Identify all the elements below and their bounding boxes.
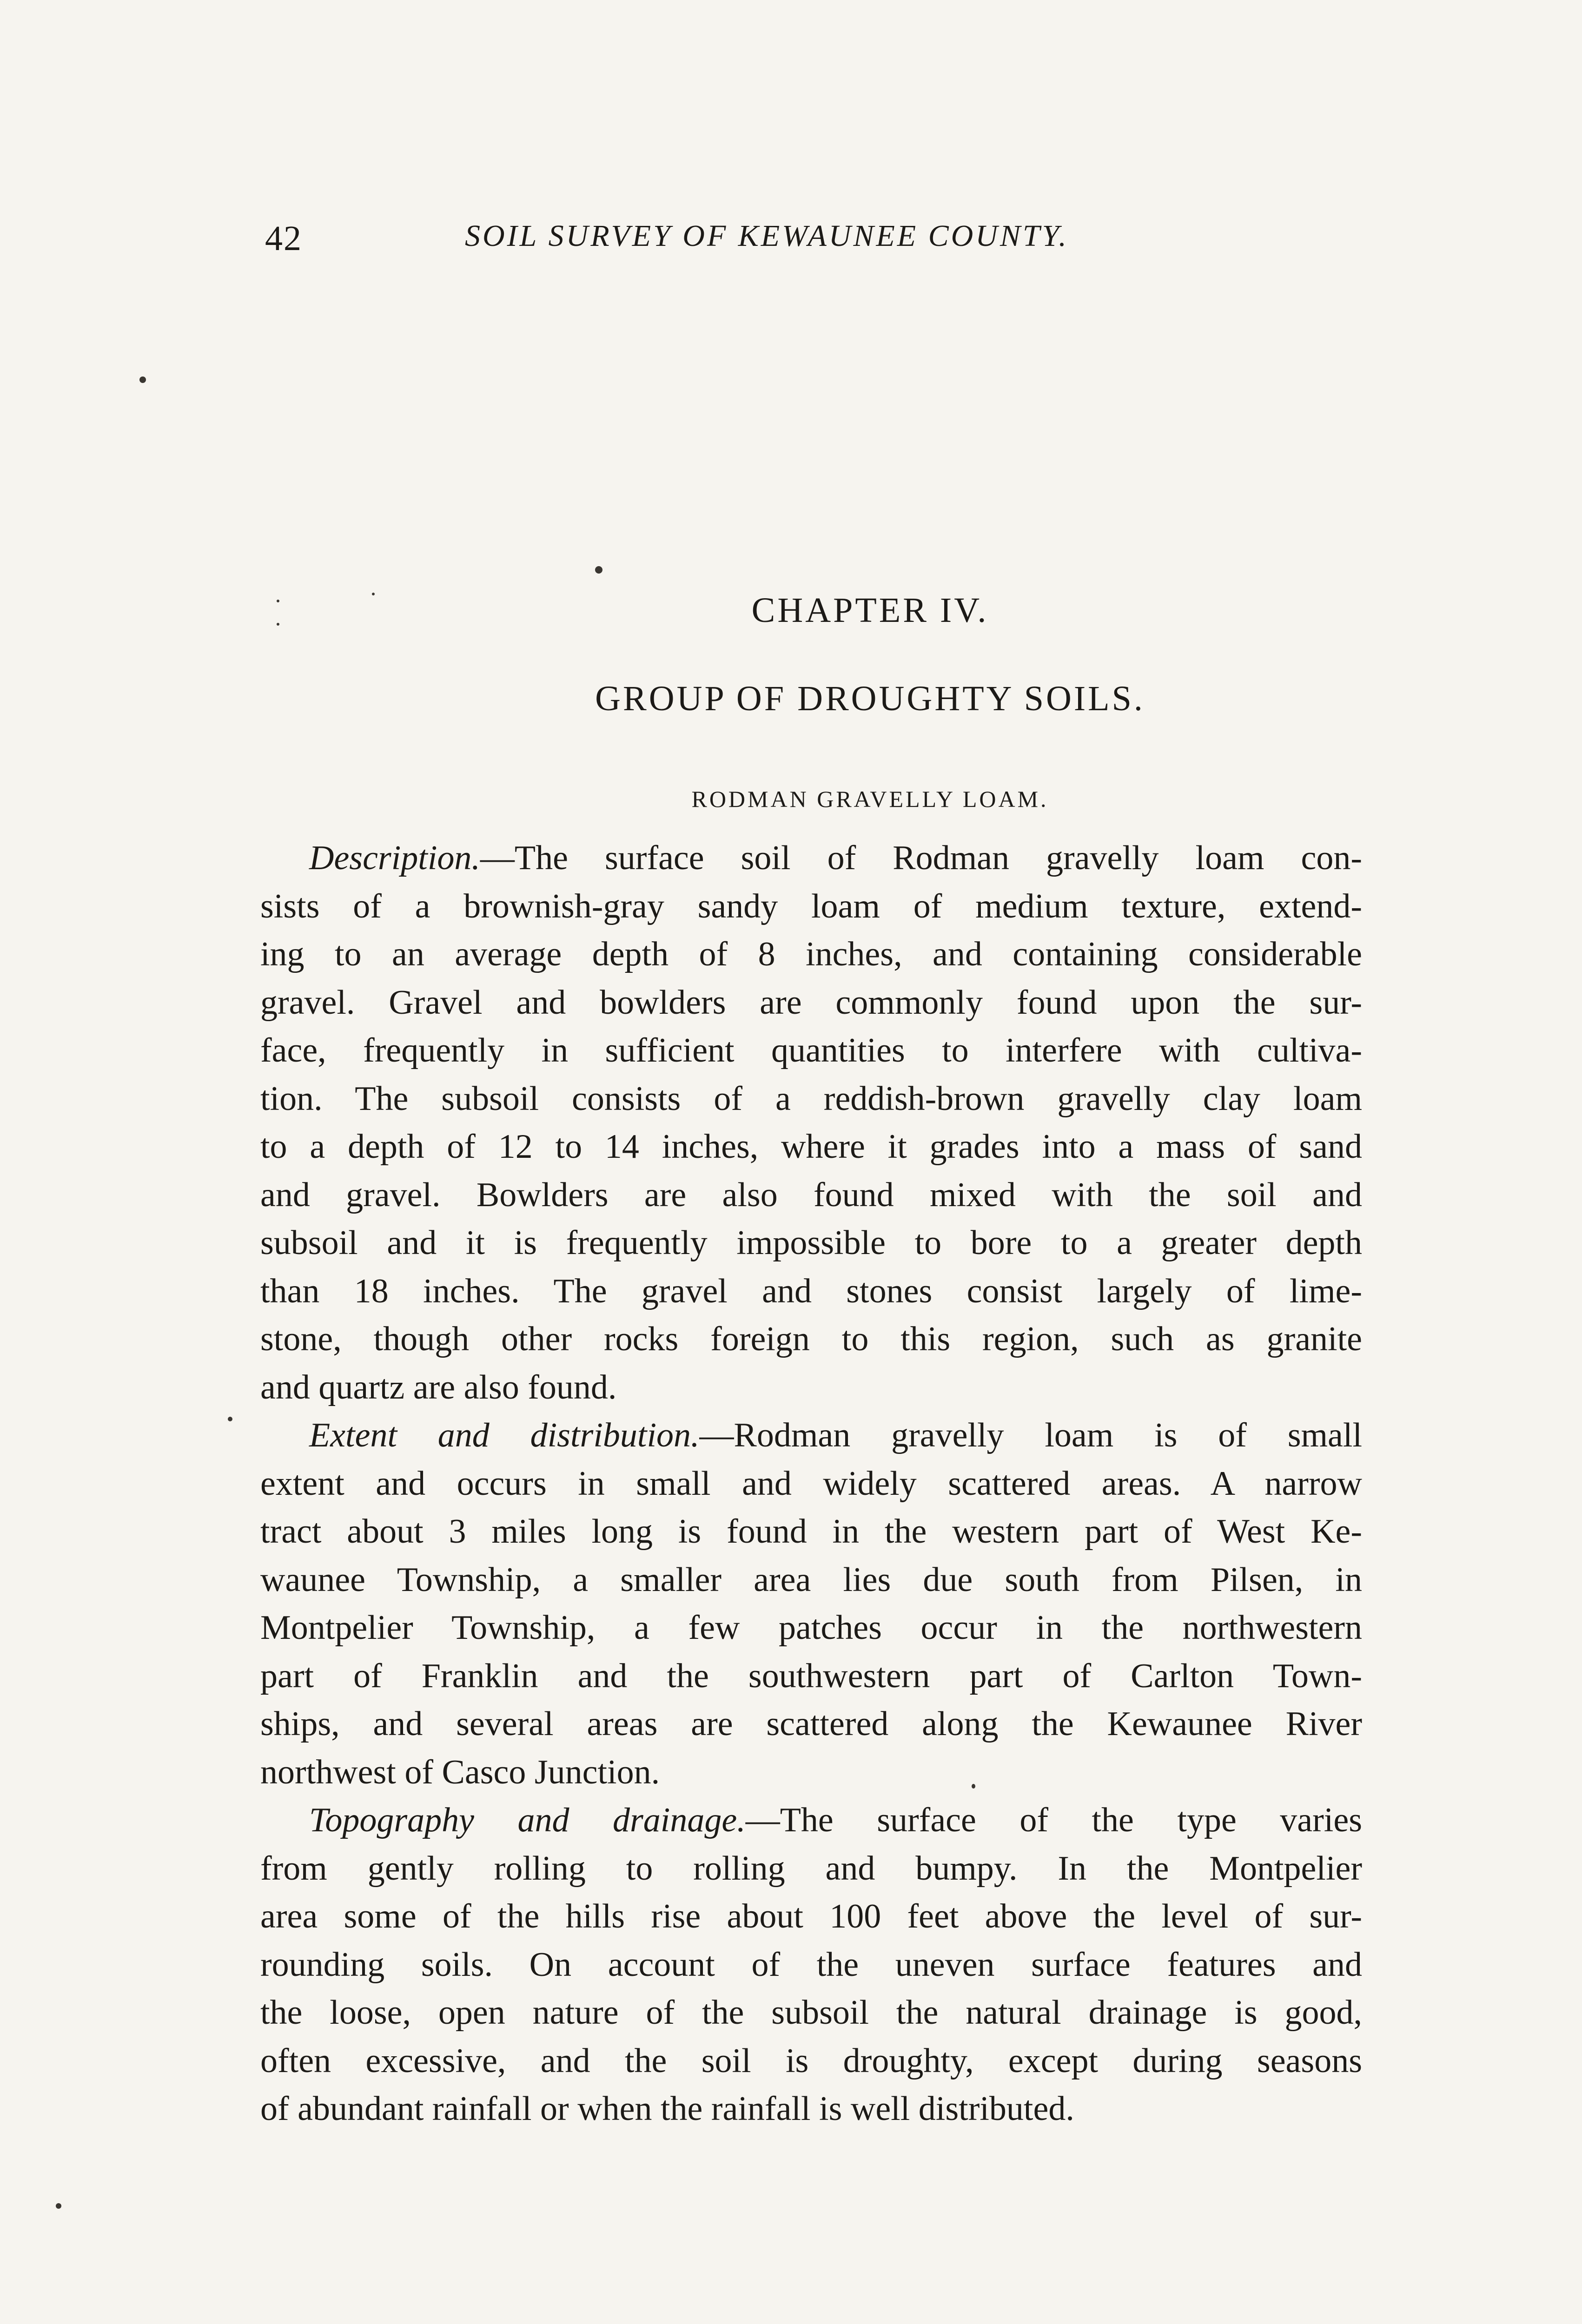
paragraph-line: gravel. Gravel and bowlders are commonly found upon the sur-	[260, 983, 1362, 1022]
paragraph-line: tract about 3 miles long is found in the western part of West Ke-	[260, 1512, 1362, 1551]
paragraph-line: northwest of Casco Junction.	[260, 1753, 660, 1791]
body-text	[260, 834, 1362, 2133]
paragraph-line: Montpelier Township, a few patches occur in the northwestern	[260, 1609, 1362, 1647]
paragraph-line: from gently rolling to rolling and bumpy. In the Montpelier	[260, 1849, 1362, 1888]
paragraph-lead: Description.	[309, 839, 480, 877]
paragraph-line: to a depth of 12 to 14 inches, where it grades into a mass of sand	[260, 1128, 1362, 1166]
paragraph-line: of abundant rainfall or when the rainfall is well distributed.	[260, 2090, 1074, 2128]
page-number: 42	[265, 219, 302, 258]
paragraph-line: Description.—The surface soil of Rodman gravelly loam con-	[309, 839, 1362, 877]
running-head	[265, 218, 1367, 270]
paragraph-line: stone, though other rocks foreign to this region, such as granite	[260, 1320, 1362, 1358]
running-title: SOIL SURVEY OF KEWAUNEE COUNTY.	[465, 219, 1069, 253]
paragraph-line: and quartz are also found.	[260, 1368, 617, 1406]
paragraph-topography	[260, 1796, 1362, 2133]
section-title: RODMAN GRAVELLY LOAM.	[691, 786, 1049, 812]
paragraph-line: tion. The subsoil consists of a reddish-brown gravelly clay loam	[260, 1079, 1362, 1118]
paragraph-description	[260, 834, 1362, 1412]
paragraph-line: part of Franklin and the southwestern part of Carlton Town-	[260, 1657, 1362, 1695]
paragraph-line: waunee Township, a smaller area lies due south from Pilsen, in	[260, 1560, 1362, 1599]
paragraph-line: rounding soils. On account of the uneven surface features and	[260, 1945, 1362, 1984]
paragraph-line: extent and occurs in small and widely scattered areas. A narrow	[260, 1464, 1362, 1503]
paragraph-line: area some of the hills rise about 100 feet above the level of sur-	[260, 1897, 1362, 1935]
paragraph-line: Topography and drainage.—The surface of the type varies	[309, 1801, 1362, 1839]
paragraph-line: than 18 inches. The gravel and stones consist largely of lime-	[260, 1272, 1362, 1310]
paragraph-line: ing to an average depth of 8 inches, and containing considerable	[260, 935, 1362, 973]
paragraph-line: Extent and distribution.—Rodman gravelly loam is of small	[309, 1416, 1363, 1454]
paragraph-lead: Topography and drainage.	[309, 1801, 746, 1839]
paragraph-line: ships, and several areas are scattered along the Kewaunee River	[260, 1705, 1362, 1743]
paragraph-line: the loose, open nature of the subsoil the natural drainage is good,	[260, 1994, 1362, 2032]
paragraph-extent	[260, 1412, 1362, 1796]
paragraph-line: sists of a brownish-gray sandy loam of medium texture, extend-	[260, 887, 1362, 925]
paragraph-lead: Extent and distribution.	[309, 1416, 700, 1454]
paragraph-line: often excessive, and the soil is droughty, except during seasons	[260, 2041, 1362, 2080]
paragraph-line: subsoil and it is frequently impossible to bore to a greater depth	[260, 1224, 1362, 1262]
chapter-title: CHAPTER IV.	[751, 591, 989, 630]
group-title: GROUP OF DROUGHTY SOILS.	[595, 679, 1145, 718]
paragraph-line: face, frequently in sufficient quantities to interfere with cultiva-	[260, 1031, 1362, 1070]
paragraph-line: and gravel. Bowlders are also found mixed with the soil and	[260, 1175, 1362, 1214]
